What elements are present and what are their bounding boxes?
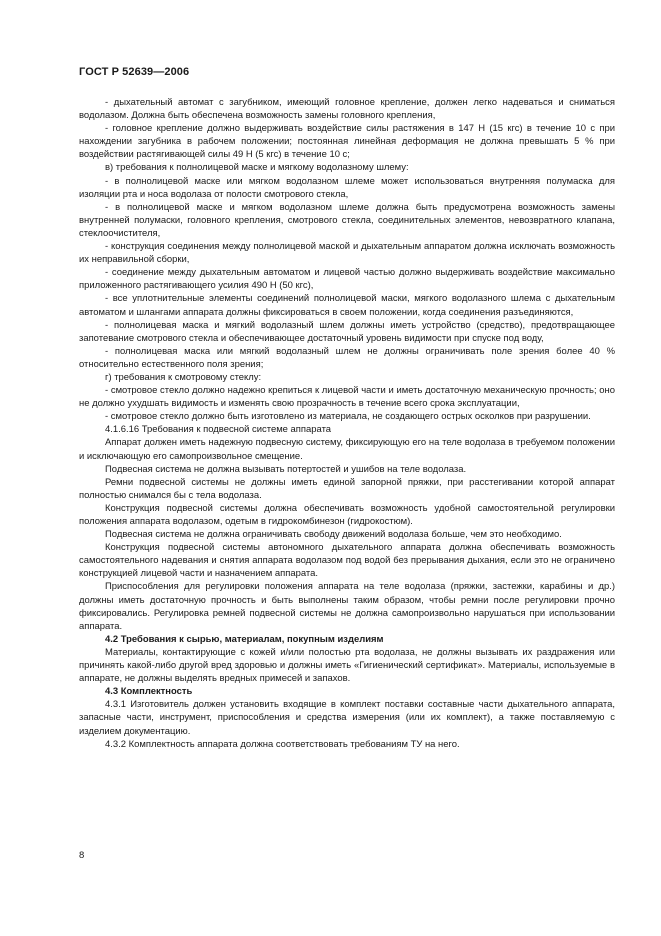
- paragraph: Подвесная система не должна ограничивать свободу движений водолаза больше, чем это необходимо.: [105, 529, 562, 541]
- paragraph: - в полнолицевой маске и мягком водолазном шлеме должна быть предусмотрена возможность замены внутренней полумаски, головного крепления, смотрового стекла, соединительных элементов, невозвратного клапана, стеклоочистителя,: [79, 201, 615, 239]
- paragraph: - головное крепление должно выдерживать воздействие силы растяжения в 147 Н (15 кгс) в течение 10 с при нахождении загубника в рабочем положении; постоянная линейная деформация не должна превышать 5 % при воздействии растягивающей силы 49 Н (5 кгс) в течение 10 с;: [79, 123, 615, 161]
- paragraph: Подвесная система не должна вызывать потертостей и ушибов на теле водолаза.: [105, 463, 467, 475]
- document-body: [79, 96, 615, 751]
- paragraph: Приспособления для регулировки положения аппарата на теле водолаза (пряжки, застежки, карабины и др.) должны иметь достаточную прочность и быть выполнены таким образом, чтобы ремни после регулировки прочно фиксировались. Регулировка ремней подвесной системы не должна самопроизвольно нарушаться при использовании аппарата.: [79, 581, 615, 632]
- paragraph: - все уплотнительные элементы соединений полнолицевой маски, мягкого водолазного шлема с дыхательным автоматом и шлангами аппарата должны фиксироваться в своем положении, когда соединения разъединяются,: [79, 293, 615, 318]
- paragraph: Материалы, контактирующие с кожей и/или полостью рта водолаза, не должны вызывать их раздражения или причинять какой-либо другой вред здоровью и должны иметь «Гигиенический сертификат». Материалы, используемые в аппарате, не должны выделять вредных примесей и запахов.: [79, 646, 615, 685]
- paragraph: - смотровое стекло должно быть изготовлено из материала, не создающего острых осколков при разрушении.: [105, 411, 591, 423]
- paragraph: - соединение между дыхательным автоматом и лицевой частью должно выдерживать воздействие максимально приложенного растягивающего усилия 490 Н (50 кгс),: [79, 267, 615, 292]
- paragraph: в) требования к полнолицевой маске и мягкому водолазному шлему:: [105, 162, 409, 174]
- paragraph: Ремни подвесной системы не должны иметь единой запорной пряжки, при расстегивании которой аппарат полностью снимался бы с тела водолаза.: [79, 476, 615, 501]
- paragraph: Конструкция подвесной системы автономного дыхательного аппарата должна обеспечивать возможность самостоятельного надевания и снятия аппарата водолазом под водой без прерывания дыхания, если это не ограничено конструкцией лицевой части и назначением аппарата.: [79, 542, 615, 580]
- paragraph: 4.1.6.16 Требования к подвесной системе аппарата: [105, 424, 332, 436]
- paragraph: - полнолицевая маска или мягкий водолазный шлем не должны ограничивать поле зрения более 40 % относительно естественного поля зрения;: [79, 345, 615, 370]
- paragraph: Конструкция подвесной системы должна обеспечивать возможность удобной самостоятельной регулировки положения аппарата водолазом, одетым в гидрокомбинезон (гидрокостюм).: [79, 502, 615, 527]
- page-number: 8: [79, 850, 85, 861]
- paragraph: - полнолицевая маска и мягкий водолазный шлем должны иметь устройство (средство), предотвращающее запотевание смотрового стекла и обеспечивающее достаточный уровень видимости при спуске под воду,: [79, 319, 615, 344]
- paragraph: г) требования к смотровому стеклу:: [105, 371, 262, 383]
- paragraph: - дыхательный автомат с загубником, имеющий головное крепление, должен легко надеваться и сниматься водолазом. Должна быть обеспечена возможность замены головного крепления,: [79, 97, 615, 122]
- paragraph: 4.3.1 Изготовитель должен установить входящие в комплект поставки составные части дыхательного аппарата, запасные части, инструмент, приспособления и средства измерения (или их комплект), а также поставляемую с изделием документацию.: [79, 699, 615, 737]
- paragraph: - конструкция соединения между полнолицевой маской и дыхательным аппаратом должна исключать возможность их неправильной сборки,: [79, 241, 615, 266]
- section-heading: 4.3 Комплектность: [105, 686, 193, 698]
- paragraph: 4.3.2 Комплектность аппарата должна соответствовать требованиям ТУ на него.: [105, 738, 460, 750]
- paragraph: - в полнолицевой маске или мягком водолазном шлеме может использоваться внутренняя полумаска для изоляции рта и носа водолаза от полости смотрового стекла,: [79, 175, 615, 200]
- paragraph: Аппарат должен иметь надежную подвесную систему, фиксирующую его на теле водолаза в требуемом положении и исключающую его самопроизвольное смещение.: [79, 437, 615, 462]
- paragraph: - смотровое стекло должно надежно крепиться к лицевой части и иметь достаточную механическую прочность; оно не должно ухудшать видимость и изменять свою прозрачность в течение всего срока эксплуатации,: [79, 385, 615, 410]
- section-heading: 4.2 Требования к сырью, материалам, покупным изделиям: [105, 633, 384, 645]
- document-header: ГОСТ Р 52639—2006: [79, 66, 190, 78]
